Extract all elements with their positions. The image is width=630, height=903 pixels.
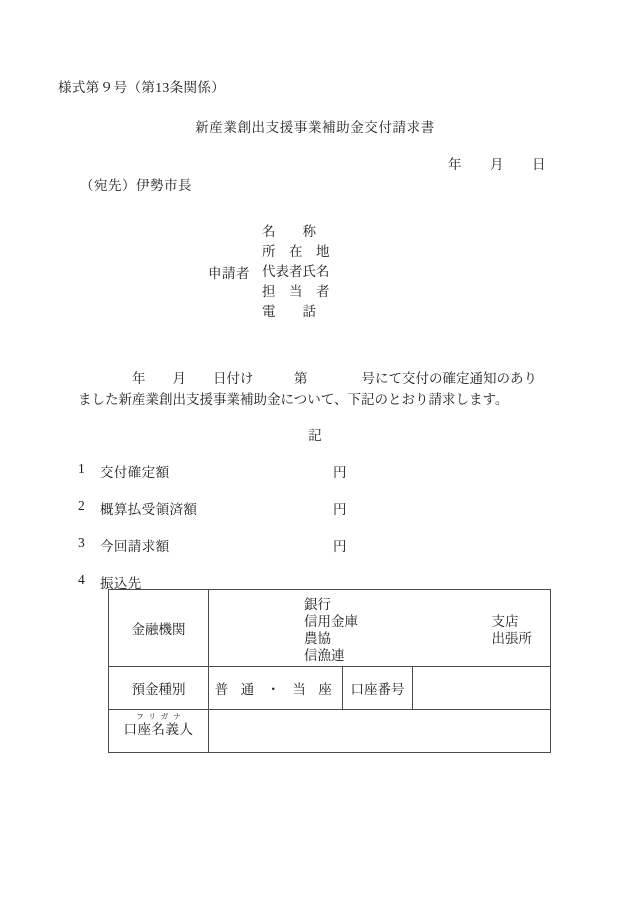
applicant-field-phone: 電 話: [262, 304, 316, 319]
cell-account-holder-label: [109, 710, 209, 753]
cell-deposit-type-label: 預金種別: [109, 667, 209, 710]
account-holder-label-text: 口座名義人: [123, 721, 194, 737]
account-holder-ruby-wrap: [109, 713, 208, 736]
table-row-financial-institution: [109, 590, 551, 667]
institution-kind-singyoren: 信漁連: [304, 648, 345, 663]
institution-cell-inner: [209, 590, 550, 666]
applicant-field-contact: 担 当 者: [262, 284, 330, 299]
body-paragraph-line-2: ました新産業創出支援事業補助金について、下記のとおり請求します。: [78, 392, 509, 407]
cell-account-holder-value[interactable]: [209, 710, 551, 753]
item-unit: 円: [333, 465, 347, 480]
item-label: 概算払受領済額: [100, 502, 198, 517]
account-holder-label-inner: [109, 710, 208, 752]
branch-kind-list: [492, 613, 533, 647]
applicant-label: 申請者: [208, 266, 250, 281]
item-number: 3: [78, 535, 85, 550]
item-number: 1: [78, 461, 85, 476]
applicant-field-address: 所 在 地: [262, 244, 330, 259]
date-line-text: 年 月 日: [448, 157, 546, 172]
cell-institution-input[interactable]: [209, 590, 551, 667]
item-number: 4: [78, 572, 85, 587]
applicant-fields: [262, 222, 392, 322]
item-label: 振込先: [100, 576, 142, 591]
ki-marker: 記: [308, 428, 322, 443]
item-label: 交付確定額: [100, 465, 170, 480]
institution-kind-shinkin: 信用金庫: [304, 614, 358, 629]
table-row-account-holder: [109, 710, 551, 753]
cell-deposit-type-choice[interactable]: 普 通 ・ 当 座: [209, 667, 343, 710]
addressee: （宛先）伊勢市長: [80, 178, 192, 193]
body-paragraph: [78, 368, 558, 410]
cell-institution-label: 金融機関: [109, 590, 209, 667]
item-number: 2: [78, 498, 85, 513]
table-row-deposit-type: [109, 667, 551, 710]
account-holder-furigana-ruby: フリガナ: [136, 712, 186, 721]
document-title: 新産業創出支援事業補助金交付請求書: [195, 120, 435, 135]
institution-kind-bank: 銀行: [304, 597, 331, 612]
branch-kind-shiten: 支店: [491, 614, 519, 629]
cell-account-number-value[interactable]: [413, 667, 551, 710]
item-label: 今回請求額: [100, 539, 170, 554]
institution-kind-list: [304, 596, 358, 664]
item-unit: 円: [333, 502, 347, 517]
item-gaisanbarai-juryozumi: [78, 498, 548, 518]
body-paragraph-line-1: 年 月 日付け 第 号にて交付の確定通知のあり: [78, 371, 537, 386]
cell-account-number-label: 口座番号: [343, 667, 413, 710]
applicant-block: [0, 222, 630, 330]
item-kofu-kakuteigaku: [78, 461, 548, 481]
branch-kind-shutchojo: 出張所: [491, 631, 533, 646]
item-unit: 円: [333, 539, 347, 554]
form-number: 様式第９号（第13条関係）: [58, 80, 226, 95]
institution-kind-nokyo: 農協: [304, 631, 331, 646]
bank-transfer-table: [108, 589, 551, 753]
applicant-field-name: 名 称: [262, 224, 316, 239]
applicant-field-representative: 代表者氏名: [262, 264, 330, 279]
item-konkai-seikyugaku: [78, 535, 548, 555]
